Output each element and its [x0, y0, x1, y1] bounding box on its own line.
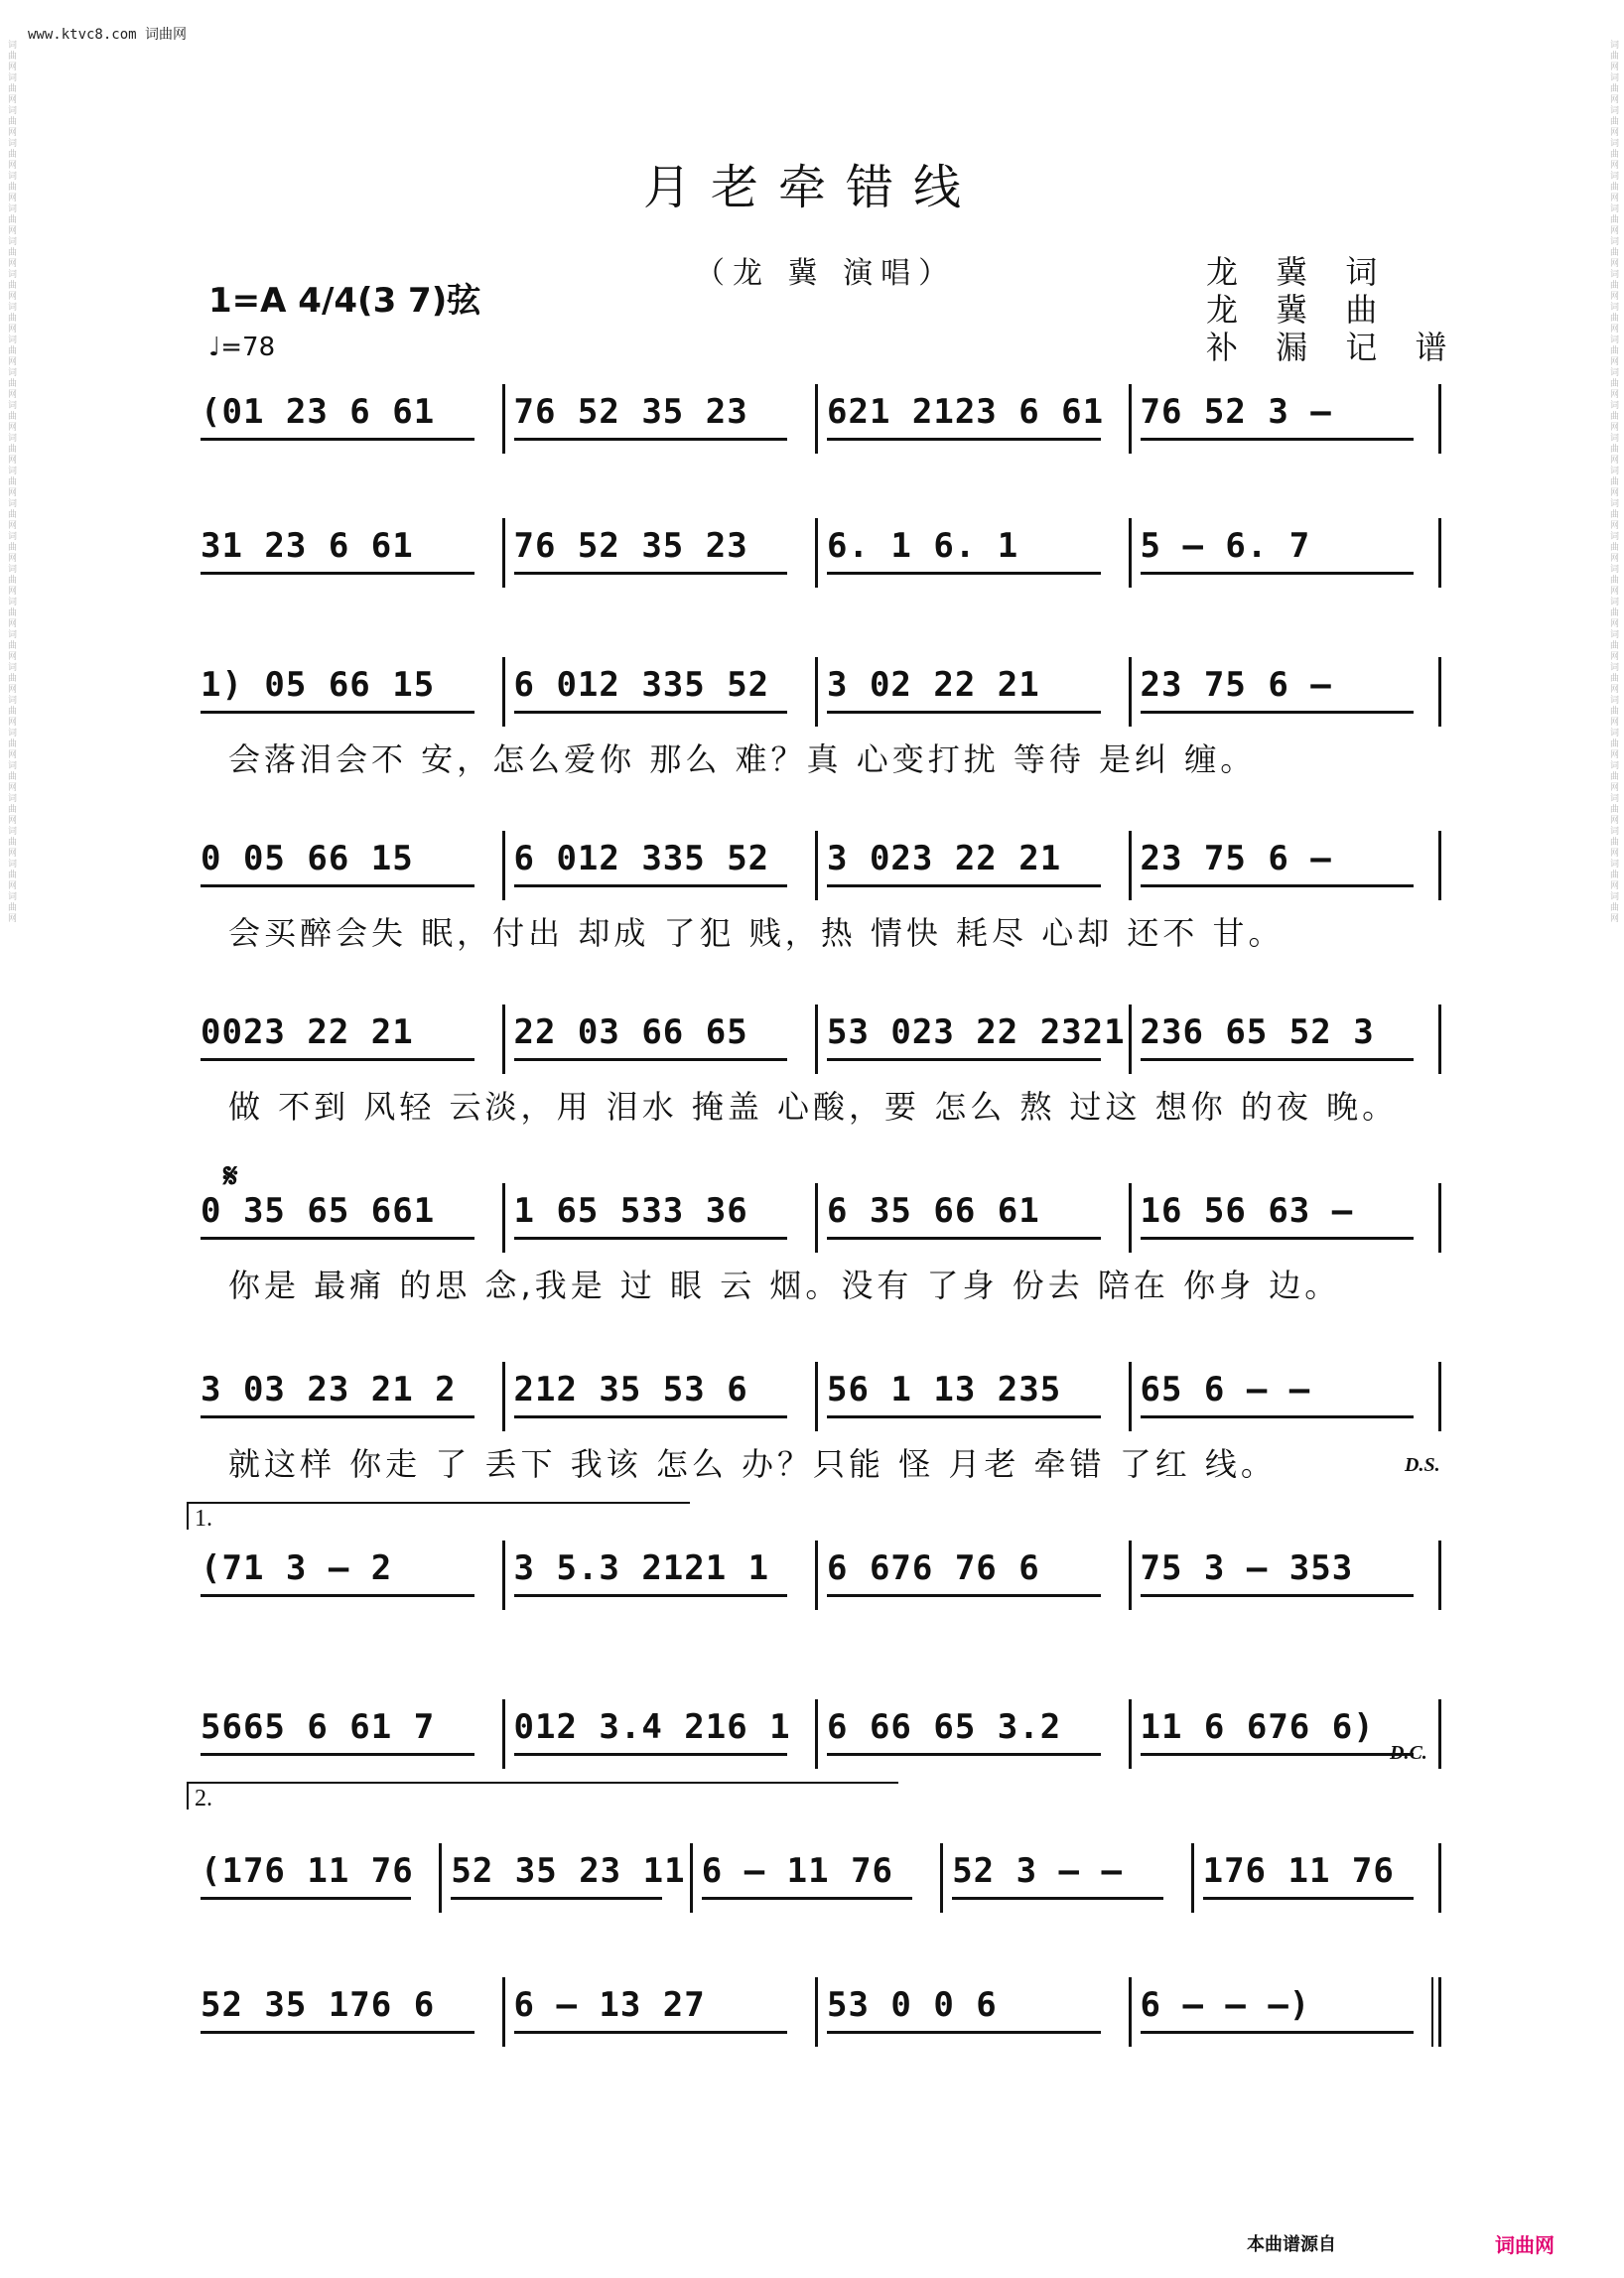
barline	[502, 1005, 505, 1074]
beam-line	[1141, 1594, 1415, 1597]
barline	[502, 1699, 505, 1769]
notes-row	[189, 839, 1441, 898]
tempo-marking: ♩=78	[208, 333, 276, 362]
watermark-left: 词曲网词曲网词曲网词曲网词曲网词曲网词曲网词曲网词曲网词曲网词曲网词曲网词曲网词曲网词曲网词曲网词曲网词曲网词曲网词曲网词曲网词曲网词曲网词曲网词曲网词曲网词曲网	[6, 40, 16, 924]
beam-line	[201, 711, 474, 714]
watermark-right: 词曲网词曲网词曲网词曲网词曲网词曲网词曲网词曲网词曲网词曲网词曲网词曲网词曲网词曲网词曲网词曲网词曲网词曲网词曲网词曲网词曲网词曲网词曲网词曲网词曲网词曲网词曲网	[1608, 40, 1618, 924]
barline-end	[1438, 1005, 1441, 1074]
barline	[690, 1843, 693, 1913]
barline	[439, 1843, 442, 1913]
beam-line	[201, 1415, 474, 1418]
measure: 53 023 22 2321	[827, 1012, 1126, 1052]
notes-row	[189, 1012, 1441, 1072]
measure: 16 56 63 –	[1140, 1191, 1354, 1231]
measure: 23 75 6 –	[1140, 839, 1332, 878]
measure: 6 012 335 52	[513, 839, 770, 878]
measure: 52 35 23 11	[451, 1851, 686, 1891]
beam-line	[952, 1897, 1162, 1900]
barline	[502, 1362, 505, 1431]
lyrics-line: 会落泪会不 安，怎么爱你 那么 难？真 心变打扰 等待 是纠 缠。	[228, 740, 1257, 778]
beam-line	[1141, 2031, 1415, 2034]
notes-row	[189, 1191, 1441, 1251]
measure: 1) 05 66 15	[201, 665, 436, 705]
beam-line	[201, 1237, 474, 1240]
barline	[502, 518, 505, 588]
barline	[1129, 1541, 1132, 1610]
barline	[815, 1541, 818, 1610]
lyrics-line: 做 不到 风轻 云淡，用 泪水 掩盖 心酸，要 怎么 熬 过这 想你 的夜 晚。	[228, 1088, 1399, 1126]
dc-mark: D.C.	[1390, 1742, 1427, 1764]
measure: 31 23 6 61	[201, 526, 414, 566]
beam-line	[514, 1415, 788, 1418]
measure: (01 23 6 61	[201, 392, 436, 432]
barline-end	[1438, 1699, 1441, 1769]
beam-line	[1141, 438, 1415, 441]
measure: 5 – 6. 7	[1140, 526, 1311, 566]
beam-line	[201, 1594, 474, 1597]
barline-end	[1438, 1183, 1441, 1253]
site-url[interactable]: www.ktvc8.com 词曲网	[28, 27, 188, 43]
measure: 0 05 66 15	[201, 839, 414, 878]
barline	[502, 384, 505, 454]
measure: 6 012 335 52	[513, 665, 770, 705]
measure: 6 676 76 6	[827, 1548, 1040, 1588]
measure: 176 11 76	[1202, 1851, 1395, 1891]
barline	[815, 384, 818, 454]
barline	[1129, 384, 1132, 454]
singer-line: （龙 冀 演唱）	[695, 256, 957, 291]
credit-lyricist: 龙 冀 词	[1206, 253, 1392, 291]
barline	[1129, 657, 1132, 727]
beam-line	[201, 572, 474, 575]
lyrics-line: 就这样 你走 了 丢下 我该 怎么 办？只能 怪 月老 牵错 了红 线。	[228, 1445, 1277, 1483]
beam-line	[702, 1897, 912, 1900]
measure: 6 – 13 27	[513, 1985, 706, 2025]
barline-end	[1438, 1843, 1441, 1913]
lyrics-line: 你是 最痛 的思 念,我是 过 眼 云 烟。没有 了身 份去 陪在 你身 边。	[228, 1267, 1341, 1304]
measure: 76 52 35 23	[513, 526, 748, 566]
beam-line	[514, 1237, 788, 1240]
measure: 65 6 – –	[1140, 1370, 1311, 1409]
barline	[1191, 1843, 1194, 1913]
measure: 621 2123 6 61	[827, 392, 1105, 432]
beam-line	[201, 2031, 474, 2034]
beam-line	[514, 1753, 788, 1756]
measure: 22 03 66 65	[513, 1012, 748, 1052]
credit-transcriber: 补 漏 记 谱	[1206, 329, 1461, 366]
barline	[502, 831, 505, 900]
measure: 76 52 35 23	[513, 392, 748, 432]
beam-line	[1141, 1753, 1415, 1756]
beam-line	[514, 438, 788, 441]
volta-1-label: 1.	[195, 1506, 212, 1532]
beam-line	[201, 884, 474, 887]
measure: 5665 6 61 7	[201, 1707, 436, 1747]
barline-end	[1438, 831, 1441, 900]
beam-line	[1141, 1415, 1415, 1418]
notes-row	[189, 1851, 1441, 1911]
measure: 23 75 6 –	[1140, 665, 1332, 705]
beam-line	[827, 1594, 1101, 1597]
measure: 0 35 65 661	[201, 1191, 436, 1231]
volta-second-ending	[187, 1782, 898, 1809]
footer-source: 本曲谱源自	[1247, 2234, 1336, 2255]
beam-line	[514, 884, 788, 887]
barline	[940, 1843, 943, 1913]
measure: 6 35 66 61	[827, 1191, 1040, 1231]
barline	[502, 657, 505, 727]
barline	[815, 1977, 818, 2047]
segno-sign: 𝄋	[223, 1156, 238, 1196]
barline-end	[1438, 657, 1441, 727]
beam-line	[827, 438, 1101, 441]
measure: 56 1 13 235	[827, 1370, 1062, 1409]
beam-line	[201, 1753, 474, 1756]
barline	[815, 1005, 818, 1074]
barline	[815, 1362, 818, 1431]
barline	[815, 518, 818, 588]
beam-line	[201, 438, 474, 441]
beam-line	[827, 884, 1101, 887]
beam-line	[1141, 1237, 1415, 1240]
beam-line	[514, 572, 788, 575]
measure: 1 65 533 36	[513, 1191, 748, 1231]
measure: 75 3 – 353	[1140, 1548, 1354, 1588]
final-barline	[1431, 1977, 1433, 2047]
barline	[1129, 1005, 1132, 1074]
notes-row	[189, 1985, 1441, 2045]
notes-row	[189, 392, 1441, 452]
volta-first-ending	[187, 1502, 690, 1530]
beam-line	[827, 711, 1101, 714]
measure: 11 6 676 6)	[1140, 1707, 1375, 1747]
beam-line	[827, 572, 1101, 575]
barline-end	[1438, 1977, 1441, 2047]
measure: 3 023 22 21	[827, 839, 1062, 878]
barline	[815, 831, 818, 900]
beam-line	[827, 1415, 1101, 1418]
measure: 6 – 11 76	[701, 1851, 894, 1891]
ds-mark: D.S.	[1405, 1454, 1440, 1476]
barline	[815, 657, 818, 727]
beam-line	[1141, 1058, 1415, 1061]
barline	[815, 1699, 818, 1769]
barline	[1129, 1362, 1132, 1431]
beam-line	[827, 1237, 1101, 1240]
barline	[1129, 1183, 1132, 1253]
measure: 212 35 53 6	[513, 1370, 748, 1409]
measure: 6. 1 6. 1	[827, 526, 1019, 566]
measure: 012 3.4 216 1	[513, 1707, 791, 1747]
barline-end	[1438, 1362, 1441, 1431]
volta-2-label: 2.	[195, 1786, 212, 1811]
barline	[815, 1183, 818, 1253]
measure: 236 65 52 3	[1140, 1012, 1375, 1052]
beam-line	[514, 711, 788, 714]
barline-end	[1438, 384, 1441, 454]
barline	[1129, 518, 1132, 588]
beam-line	[827, 1058, 1101, 1061]
beam-line	[1141, 572, 1415, 575]
beam-line	[451, 1897, 661, 1900]
footer-logo[interactable]: 词曲网	[1495, 2233, 1555, 2257]
measure: 53 0 0 6	[827, 1985, 998, 2025]
beam-line	[514, 2031, 788, 2034]
beam-line	[827, 1753, 1101, 1756]
notes-row	[189, 1548, 1441, 1608]
beam-line	[827, 2031, 1101, 2034]
beam-line	[201, 1897, 411, 1900]
barline	[1129, 1977, 1132, 2047]
barline	[1129, 1699, 1132, 1769]
song-title: 月老牵错线	[642, 160, 981, 215]
barline	[1129, 831, 1132, 900]
key-signature: 1=A 4/4(3 7)弦	[208, 281, 481, 321]
beam-line	[514, 1058, 788, 1061]
measure: 3 5.3 2121 1	[513, 1548, 770, 1588]
measure: (176 11 76	[201, 1851, 414, 1891]
notes-row	[189, 665, 1441, 725]
beam-line	[1203, 1897, 1414, 1900]
barline	[502, 1183, 505, 1253]
notes-row	[189, 1370, 1441, 1429]
credits	[1206, 253, 1461, 366]
measure: 3 02 22 21	[827, 665, 1040, 705]
notes-row	[189, 526, 1441, 586]
notes-row	[189, 1707, 1441, 1767]
beam-line	[1141, 884, 1415, 887]
measure: 6 – – –)	[1140, 1985, 1311, 2025]
barline	[502, 1977, 505, 2047]
lyrics-line: 会买醉会失 眠，付出 却成 了犯 贱，热 情快 耗尽 心却 还不 甘。	[228, 914, 1285, 952]
barline-end	[1438, 1541, 1441, 1610]
measure: (71 3 – 2	[201, 1548, 393, 1588]
barline	[502, 1541, 505, 1610]
beam-line	[1141, 711, 1415, 714]
measure: 52 35 176 6	[201, 1985, 436, 2025]
measure: 76 52 3 –	[1140, 392, 1332, 432]
measure: 6 66 65 3.2	[827, 1707, 1062, 1747]
measure: 52 3 – –	[952, 1851, 1123, 1891]
beam-line	[514, 1594, 788, 1597]
barline-end	[1438, 518, 1441, 588]
measure: 3 03 23 21 2	[201, 1370, 457, 1409]
beam-line	[201, 1058, 474, 1061]
credit-composer: 龙 冀 曲	[1206, 291, 1392, 329]
measure: 0023 22 21	[201, 1012, 414, 1052]
